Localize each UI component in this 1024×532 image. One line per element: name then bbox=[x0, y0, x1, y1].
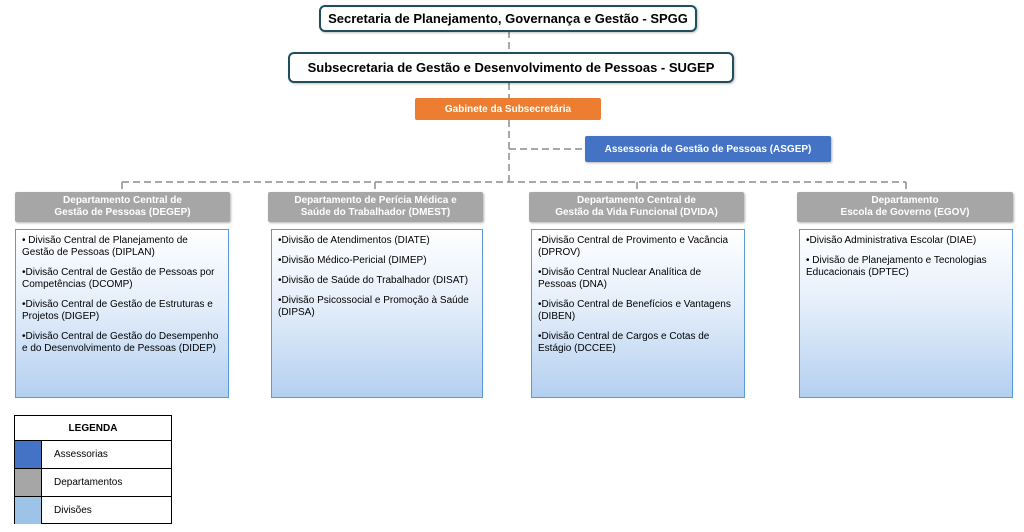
sugep-label: Subsecretaria de Gestão e Desenvolvimento de Pessoas - SUGEP bbox=[307, 60, 715, 75]
divisions-dvida bbox=[531, 229, 745, 398]
division-item: •Divisão Central Nuclear Analítica de Pessoas (DNA) bbox=[538, 267, 702, 290]
dept-dvida-line2: Gestão da Vida Funcional (DVIDA) bbox=[555, 207, 718, 218]
division-item: •Divisão Central de Benefícios e Vantagens (DIBEN) bbox=[538, 299, 731, 322]
gabinete-box bbox=[415, 98, 601, 120]
division-item: •Divisão Psicossocial e Promoção à Saúde (DIPSA) bbox=[278, 295, 469, 318]
legend-title: LEGENDA bbox=[15, 416, 171, 441]
division-item: • Divisão Central de Planejamento de Gestão de Pessoas (DIPLAN) bbox=[22, 235, 188, 258]
legend-swatch-departamentos bbox=[15, 469, 42, 496]
divisions-egov bbox=[799, 229, 1013, 398]
legend-swatch-assessorias bbox=[15, 441, 42, 468]
division-item: •Divisão Central de Gestão de Estruturas e Projetos (DIGEP) bbox=[22, 299, 213, 322]
division-item: •Divisão Central de Provimento e Vacância (DPROV) bbox=[538, 235, 729, 258]
legend-swatch-divisoes bbox=[15, 497, 42, 524]
dept-egov bbox=[797, 192, 1013, 222]
spgg-box bbox=[319, 5, 697, 32]
dept-dvida-line1: Departamento Central de bbox=[577, 195, 696, 206]
legend-label: Divisões bbox=[54, 505, 92, 516]
dept-degep-line2: Gestão de Pessoas (DEGEP) bbox=[54, 207, 191, 218]
sugep-box bbox=[288, 52, 734, 83]
dept-dmest-line2: Saúde do Trabalhador (DMEST) bbox=[300, 207, 451, 218]
legend-label: Departamentos bbox=[54, 477, 123, 488]
dept-dmest-line1: Departamento de Perícia Médica e bbox=[294, 195, 457, 206]
dept-dvida bbox=[529, 192, 744, 222]
dept-egov-line2: Escola de Governo (EGOV) bbox=[840, 207, 970, 218]
dept-egov-line1: Departamento bbox=[871, 195, 939, 206]
legend bbox=[14, 415, 172, 524]
asgep-label: Assessoria de Gestão de Pessoas (ASGEP) bbox=[604, 143, 812, 155]
division-item: •Divisão Médico-Pericial (DIMEP) bbox=[278, 255, 427, 266]
division-item: •Divisão Central de Gestão do Desempenho e do Desenvolvimento de Pessoas (DIDEP) bbox=[22, 331, 219, 354]
dept-dmest bbox=[268, 192, 483, 222]
legend-row-assessorias bbox=[15, 441, 171, 469]
division-item: •Divisão de Atendimentos (DIATE) bbox=[278, 235, 430, 246]
division-item: •Divisão Central de Gestão de Pessoas por Competências (DCOMP) bbox=[22, 267, 215, 290]
division-item: • Divisão de Planejamento e Tecnologias Educacionais (DPTEC) bbox=[806, 255, 987, 278]
division-item: •Divisão Central de Cargos e Cotas de Estágio (DCCEE) bbox=[538, 331, 710, 354]
legend-label: Assessorias bbox=[54, 449, 108, 460]
spgg-label: Secretaria de Planejamento, Governança e Gestão - SPGG bbox=[328, 11, 688, 26]
division-item: •Divisão Administrativa Escolar (DIAE) bbox=[806, 235, 977, 246]
asgep-box bbox=[585, 136, 831, 162]
division-item: •Divisão de Saúde do Trabalhador (DISAT) bbox=[278, 275, 469, 286]
legend-row-departamentos bbox=[15, 469, 171, 497]
divisions-degep bbox=[15, 229, 229, 398]
divisions-dmest bbox=[271, 229, 483, 398]
dept-degep bbox=[15, 192, 230, 222]
legend-row-divisoes bbox=[15, 497, 171, 524]
gabinete-label: Gabinete da Subsecretária bbox=[444, 103, 572, 115]
dept-degep-line1: Departamento Central de bbox=[63, 195, 182, 206]
